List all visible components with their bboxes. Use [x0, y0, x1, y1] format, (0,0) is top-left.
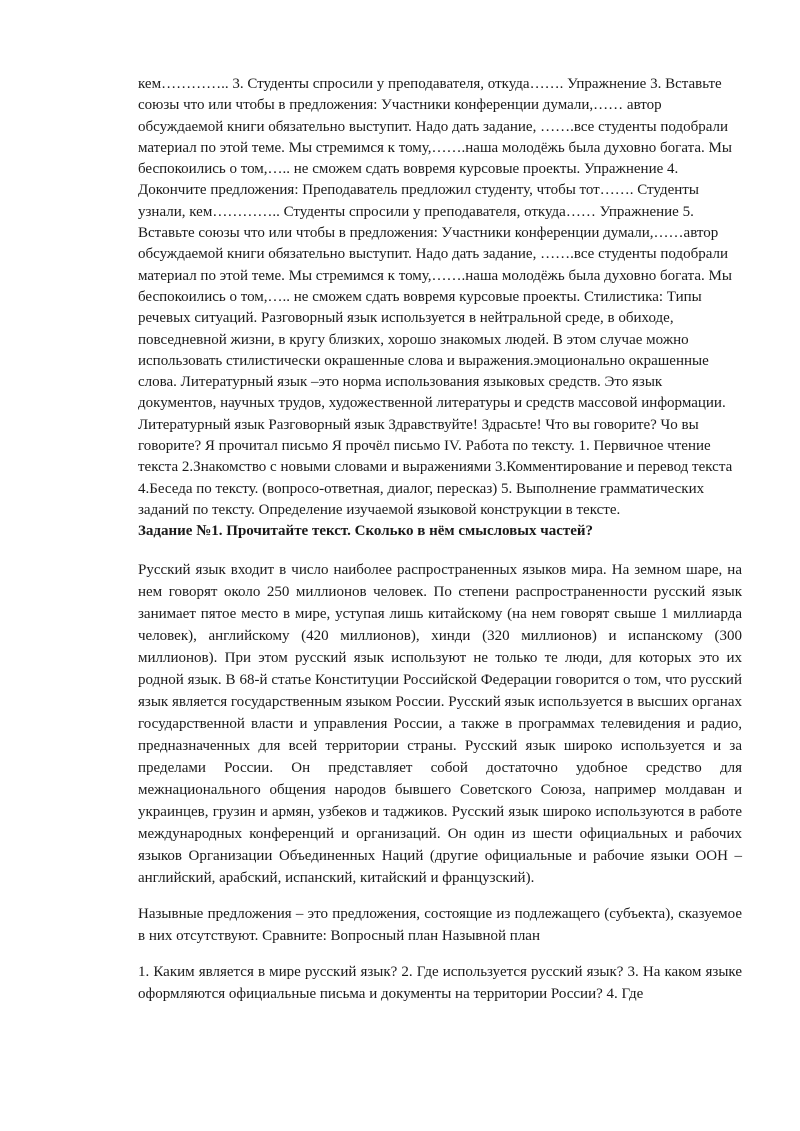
russian-language-paragraph: Русский язык входит в число наиболее распространенных языков мира. На земном шаре, на нем говорят около 250 миллионов человек. По степени распространенности русский язык занимает пятое место в мире, уступая лишь китайскому (на нем говорят свыше 1 миллиарда человек), английскому (420 миллионов), хинди (320 миллионов) и испанскому (300 миллионов). При этом русский язык используют не только те люди, для которых это их родной язык. В 68-й статье Конституции Российской Федерации говорится о том, что русский язык является государственным языком России. Русский язык используется в высших органах государственной власти и управления России, а также в программах телевидения и радио, предназначенных для всей территории страны. Русский язык широко используется и за пределами России. Он представляет собой достаточно удобное средство для межнационального общения народов бывшего Советского Союза, например молдаван и украинцев, грузин и армян, узбеков и таджиков. Русский язык широко используются в работе международных конференций и организаций. Он один из шести официальных и рабочих языков Организации Объединенных Наций (другие официальные и рабочие языки ООН – английский, арабский, испанский, китайский и французский).: [138, 561, 742, 886]
document-page: [138, 74, 742, 1005]
task-heading: Задание №1. Прочитайте текст. Сколько в нём смысловых частей?: [138, 523, 594, 540]
exercises-paragraph: кем………….. 3. Студенты спросили у преподавателя, откуда……. Упражнение 3. Вставьте союзы что или чтобы в предложения: Участники конференции думали,…… автор обсуждаемой книги обязательно выступит. Надо дать задание, …….все студенты подобрали материал по этой теме. Мы стремимся к тому,…….наша молодёжь была духовно богата. Мы беспокоились о том,….. не сможем сдать вовремя курсовые проекты. Упражнение 4. Докончите предложения: Преподаватель предложил студенту, чтобы тот……. Студенты узнали, кем………….. Студенты спросили у преподавателя, откуда…… Упражнение 5. Вставьте союзы что или чтобы в предложения: Участники конференции думали,……автор обсуждаемой книги обязательно выступит. Надо дать задание, …….все студенты подобрали материал по этой теме. Мы стремимся к тому,…….наша молодёжь была духовно богата. Мы беспокоились о том,….. не сможем сдать вовремя курсовые проекты. Стилистика: Типы речевых ситуаций. Разговорный язык используется в нейтральной среде, в обиходе, повседневной жизни, в кругу близких, хорошо знакомых людей. В этом случае можно использовать стилистически окрашенные слова и выражения.эмоционально окрашенные слова. Литературный язык –это норма использования языковых средств. Это язык документов, научных трудов, художественной литературы и средств массовой информации. Литературный язык Разговорный язык Здравствуйте! Здрасьте! Что вы говорите? Чо вы говорите? Я прочитал письмо Я прочёл письмо IV. Работа по тексту. 1. Первичное чтение текста 2.Знакомство с новыми словами и выражениями 3.Комментирование и перевод текста 4.Беседа по тексту. (вопросо-ответная, диалог, пересказ) 5. Выполнение грамматических заданий по тексту. Определение изучаемой языковой конструкции в тексте.: [138, 76, 733, 518]
nominative-sentences-paragraph: Назывные предложения – это предложения, состоящие из подлежащего (субъекта), сказуемое в них отсутствуют. Сравните: Вопросный план Назывной план: [138, 905, 742, 944]
questions-paragraph: 1. Каким является в мире русский язык? 2. Где используется русский язык? 3. На каком языке оформляются официальные письма и документы на территории России? 4. Где: [138, 963, 742, 1002]
